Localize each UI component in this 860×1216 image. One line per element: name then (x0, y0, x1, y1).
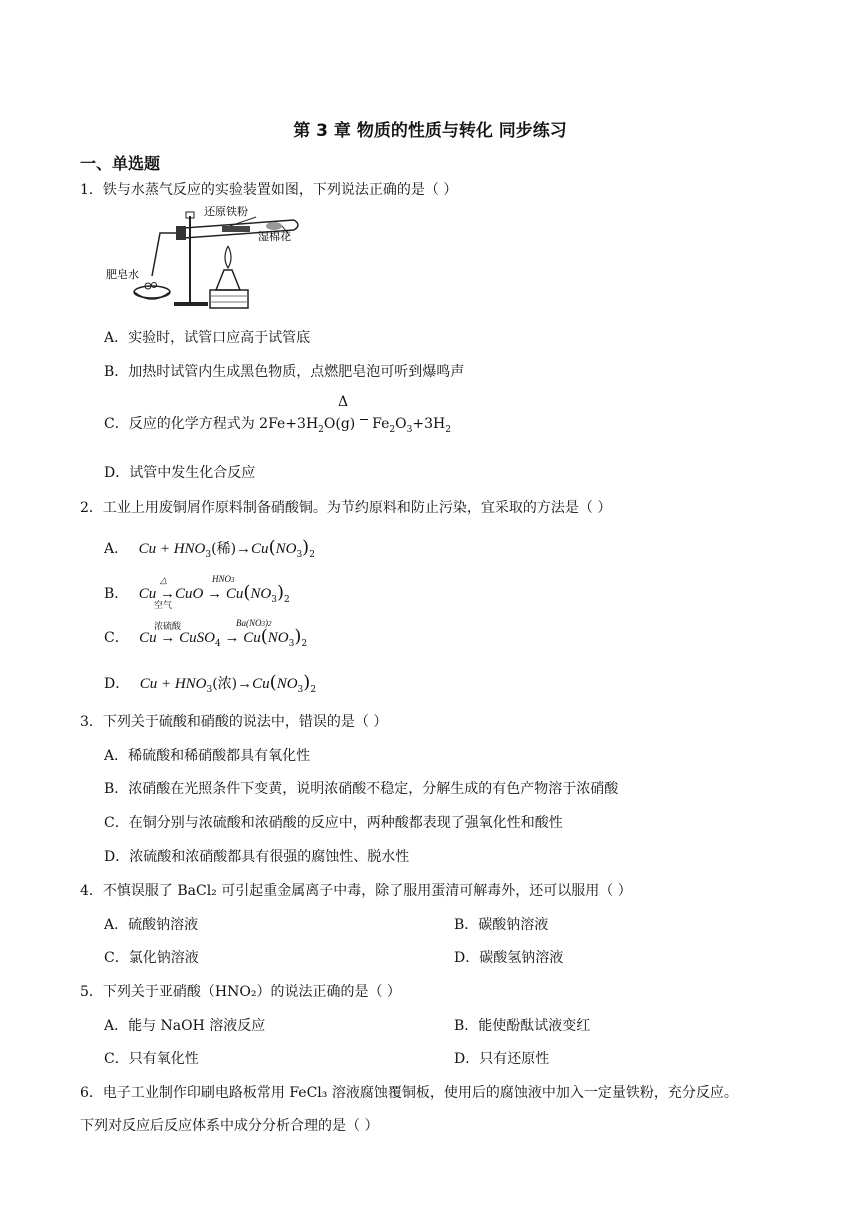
q2-option-a: A． $Cu + HNO_3$(稀)$\to Cu(NO_3)_2$ (104, 537, 315, 560)
q5-option-c: C．只有氧化性 (104, 1051, 199, 1067)
page-title: 第 3 章 物质的性质与转化 同步练习 (293, 121, 567, 141)
q2-c-acid: 浓硫酸 (154, 622, 182, 632)
q6-line-2: 下列对反应后反应体系中成分分析合理的是（ ） (80, 1118, 379, 1134)
q1-option-c: C．反应的化学方程式为 $2Fe+3H_2O(g)$ $Fe_2O_3+3H_2$ (104, 416, 451, 435)
q5-stem: 5．下列关于亚硝酸（HNO₂）的说法正确的是（ ） (80, 984, 401, 1000)
q4-option-d: D．碳酸氢钠溶液 (454, 950, 564, 966)
label-soap-water: 肥皂水 (106, 268, 139, 281)
q2-stem: 2．工业上用废铜屑作原料制备硝酸铜。为节约原料和防止污染，宜采取的方法是（ ） (80, 500, 612, 516)
q1-option-b: B．加热时试管内生成黑色物质，点燃肥皂泡可听到爆鸣声 (104, 364, 465, 380)
q5-option-b: B．能使酚酞试液变红 (454, 1018, 591, 1034)
q2-option-c: C． Cu → CuSO$_4$ → $Cu(NO_3)_2$ (104, 626, 308, 649)
q4-option-a: A．硫酸钠溶液 (104, 917, 199, 933)
label-wet-cotton: 湿棉花 (258, 230, 291, 243)
q2-option-b: B． $Cu \to CuO \to Cu(NO_3)_2$ (104, 582, 290, 605)
q2-b-delta: △ (160, 575, 167, 585)
delta-sign: Δ (338, 394, 349, 410)
q2-b-air: 空气 (154, 601, 173, 611)
q3-option-a: A．稀硫酸和稀硝酸都具有氧化性 (104, 748, 311, 764)
q2-option-d: D． $Cu + HNO_3$(浓)$\to Cu(NO_3)_2$ (104, 672, 317, 695)
q4-stem: 4．不慎误服了 BaCl₂ 可引起重金属离子中毒，除了服用蛋清可解毒外，还可以服用（ ） (80, 883, 632, 899)
q6-line-1: 6．电子工业制作印刷电路板常用 FeCl₃ 溶液腐蚀覆铜板，使用后的腐蚀液中加入一定量铁粉，充分反应。 (80, 1085, 738, 1101)
section-heading: 一、单选题 (80, 154, 161, 173)
q4-option-c: C．氯化钠溶液 (104, 950, 199, 966)
q2-b-hno3: HNO3 (212, 574, 235, 584)
q5-option-a: A．能与 NaOH 溶液反应 (104, 1018, 266, 1034)
q1-option-a: A．实验时，试管口应高于试管底 (104, 330, 311, 346)
q1-stem: 1．铁与水蒸气反应的实验装置如图，下列说法正确的是（ ） (80, 182, 458, 198)
q1-option-d: D．试管中发生化合反应 (104, 465, 256, 481)
q3-stem: 3．下列关于硫酸和硝酸的说法中，错误的是（ ） (80, 714, 388, 730)
apparatus-figure (104, 206, 300, 314)
q4-option-b: B．碳酸钠溶液 (454, 917, 549, 933)
q5-option-d: D．只有还原性 (454, 1051, 550, 1067)
q3-option-d: D．浓硫酸和浓硝酸都具有很强的腐蚀性、脱水性 (104, 849, 410, 865)
q3-option-c: C．在铜分别与浓硫酸和浓硝酸的反应中，两种酸都表现了强氧化性和酸性 (104, 815, 563, 831)
q2-c-reagent: Ba(NO3)2 (236, 618, 272, 628)
label-iron-powder: 还原铁粉 (204, 206, 248, 218)
q3-option-b: B．浓硝酸在光照条件下变黄，说明浓硝酸不稳定，分解生成的有色产物溶于浓硝酸 (104, 781, 619, 797)
